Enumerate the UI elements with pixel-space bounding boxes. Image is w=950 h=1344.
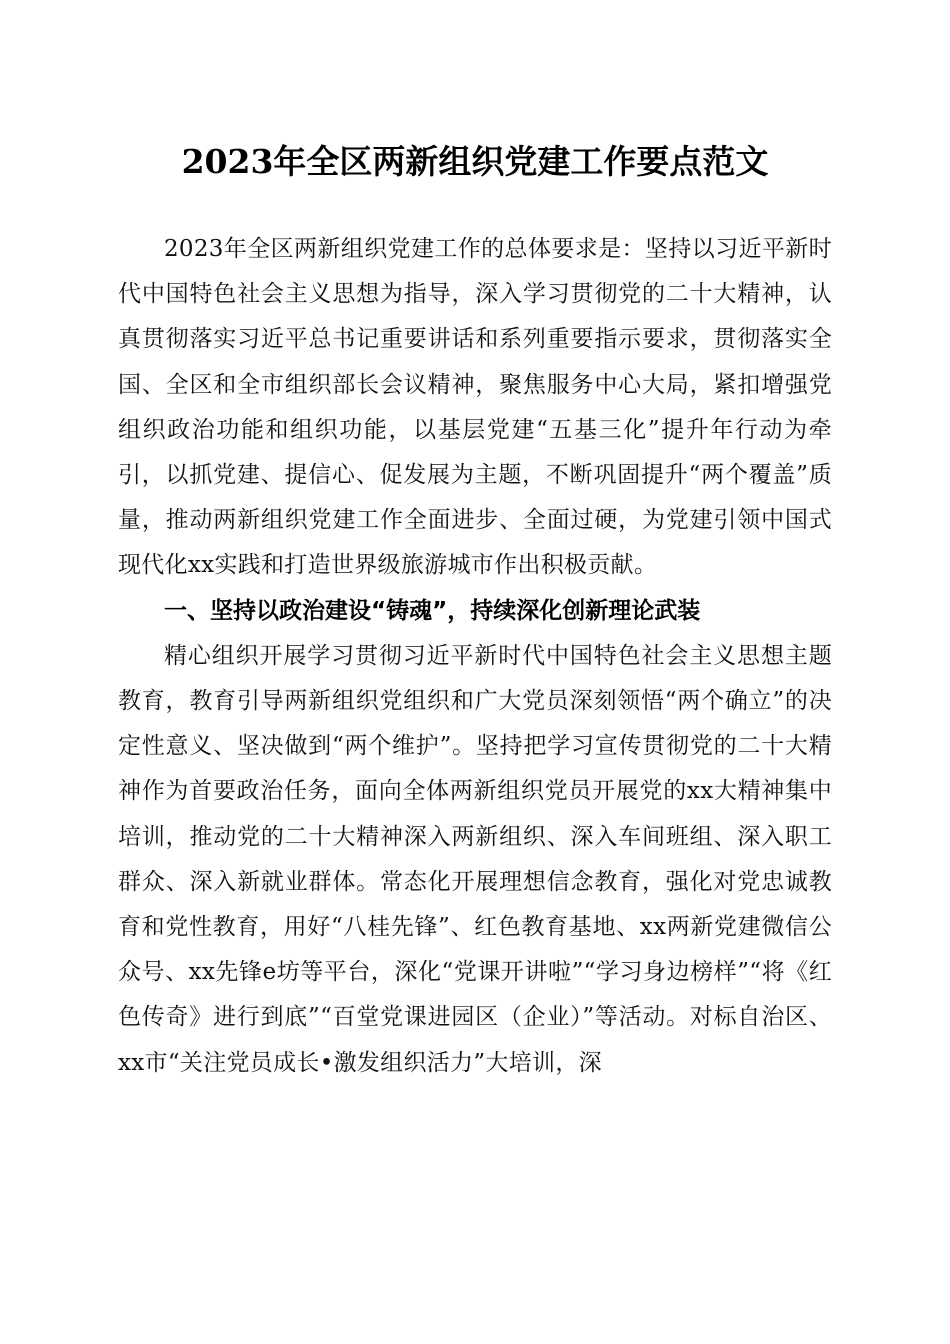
intro-paragraph: 2023年全区两新组织党建工作的总体要求是：坚持以习近平新时代中国特色社会主义思想为指导，深入学习贯彻党的二十大精神，认真贯彻落实习近平总书记重要讲话和系列重要指示要求，贯彻落实全国、全区和全市组织部长会议精神，聚焦服务中心大局，紧扣增强党组织政治功能和组织功能，以基层党建“五基三化”提升年行动为牵引，以抓党建、提信心、促发展为主题，不断巩固提升“两个覆盖”质量，推动两新组织党建工作全面进步、全面过硬，为党建引领中国式现代化xx实践和打造世界级旅游城市作出积极贡献。: [118, 236, 832, 579]
section-1-paragraph: 精心组织开展学习贯彻习近平新时代中国特色社会主义思想主题教育，教育引导两新组织党组织和广大党员深刻领悟“两个确立”的决定性意义、坚决做到“两个维护”。坚持把学习宣传贯彻党的二十大精神作为首要政治任务，面向全体两新组织党员开展党的xx大精神集中培训，推动党的二十大精神深入两新组织、深入车间班组、深入职工群众、深入新就业群体。常态化开展理想信念教育，强化对党忠诚教育和党性教育，用好“八桂先锋”、红色教育基地、xx两新党建微信公众号、xx先锋e坊等平台，深化“党课开讲啦”“学习身边榜样”“将《红色传奇》进行到底”“百堂党课进园区（企业）”等活动。对标自治区、xx市“关注党员成长•激发组织活力”大培训，深: [118, 642, 832, 1076]
section-1-heading: 一、坚持以政治建设“铸魂”，持续深化创新理论武装: [164, 597, 701, 624]
document-title: 2023年全区两新组织党建工作要点范文: [181, 142, 769, 181]
document-body: [118, 227, 832, 1086]
